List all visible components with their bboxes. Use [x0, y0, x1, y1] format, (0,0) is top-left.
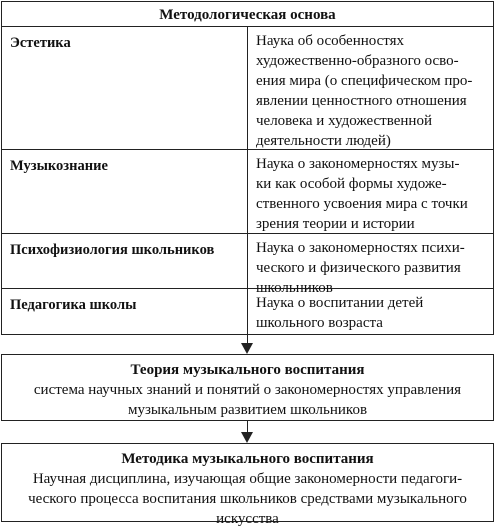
description-line: явлении ценностного отношения	[256, 93, 467, 109]
discipline-name: Педагогика школы	[2, 289, 248, 334]
method-title: Методика музыкального воспитания	[121, 451, 374, 467]
discipline-description	[248, 150, 493, 233]
connector-line	[247, 335, 248, 343]
theory-box	[1, 354, 494, 421]
connector-line	[247, 421, 248, 432]
method-box	[1, 443, 494, 527]
method-line: Научная дисциплина, изучающая общие закономерности педагоги-	[32, 471, 463, 487]
description-line: ения мира (о специфическом про-	[256, 73, 473, 89]
arrow-down-icon	[241, 343, 253, 354]
description-line: человека и художественной	[256, 113, 432, 129]
description-line: Наука о закономерностях психи-	[256, 240, 465, 256]
discipline-description	[248, 289, 493, 334]
discipline-name: Эстетика	[2, 27, 248, 149]
description-line: художественно-образного осво-	[256, 53, 459, 69]
description-line: Наука об особенностях	[256, 33, 405, 49]
methodological-basis-table	[1, 1, 494, 335]
discipline-description	[248, 27, 493, 149]
description-line: школьников	[256, 280, 333, 296]
table-row	[2, 234, 493, 296]
theory-line: музыкальным развитием школьников	[127, 402, 368, 418]
description-line: ческого и физического развития	[256, 260, 461, 276]
description-line: ственного усвоения мира с точки	[256, 196, 468, 212]
method-line: искусства	[216, 511, 279, 527]
basis-title: Методологическая основа	[2, 2, 493, 27]
description-line: Наука о закономерностях музы-	[256, 156, 460, 172]
method-line: ческого процесса воспитания школьников средствами музыкального	[28, 491, 467, 507]
description-line: деятельности людей)	[256, 133, 391, 149]
discipline-name: Психофизиология школьников	[2, 234, 248, 288]
arrow-down-icon	[241, 432, 253, 443]
table-row	[2, 289, 493, 334]
description-line: школьного возраста	[256, 315, 383, 331]
theory-line: система научных знаний и понятий о закономерностях управления	[33, 382, 462, 398]
theory-title: Теория музыкального воспитания	[130, 362, 365, 378]
table-row	[2, 150, 493, 234]
table-row	[2, 27, 493, 150]
discipline-description	[248, 234, 493, 296]
description-line: ки как особой формы художе-	[256, 176, 447, 192]
discipline-name: Музыкознание	[2, 150, 248, 233]
description-line: Наука о воспитании детей	[256, 295, 424, 311]
description-line: зрения теории и истории	[256, 216, 415, 232]
